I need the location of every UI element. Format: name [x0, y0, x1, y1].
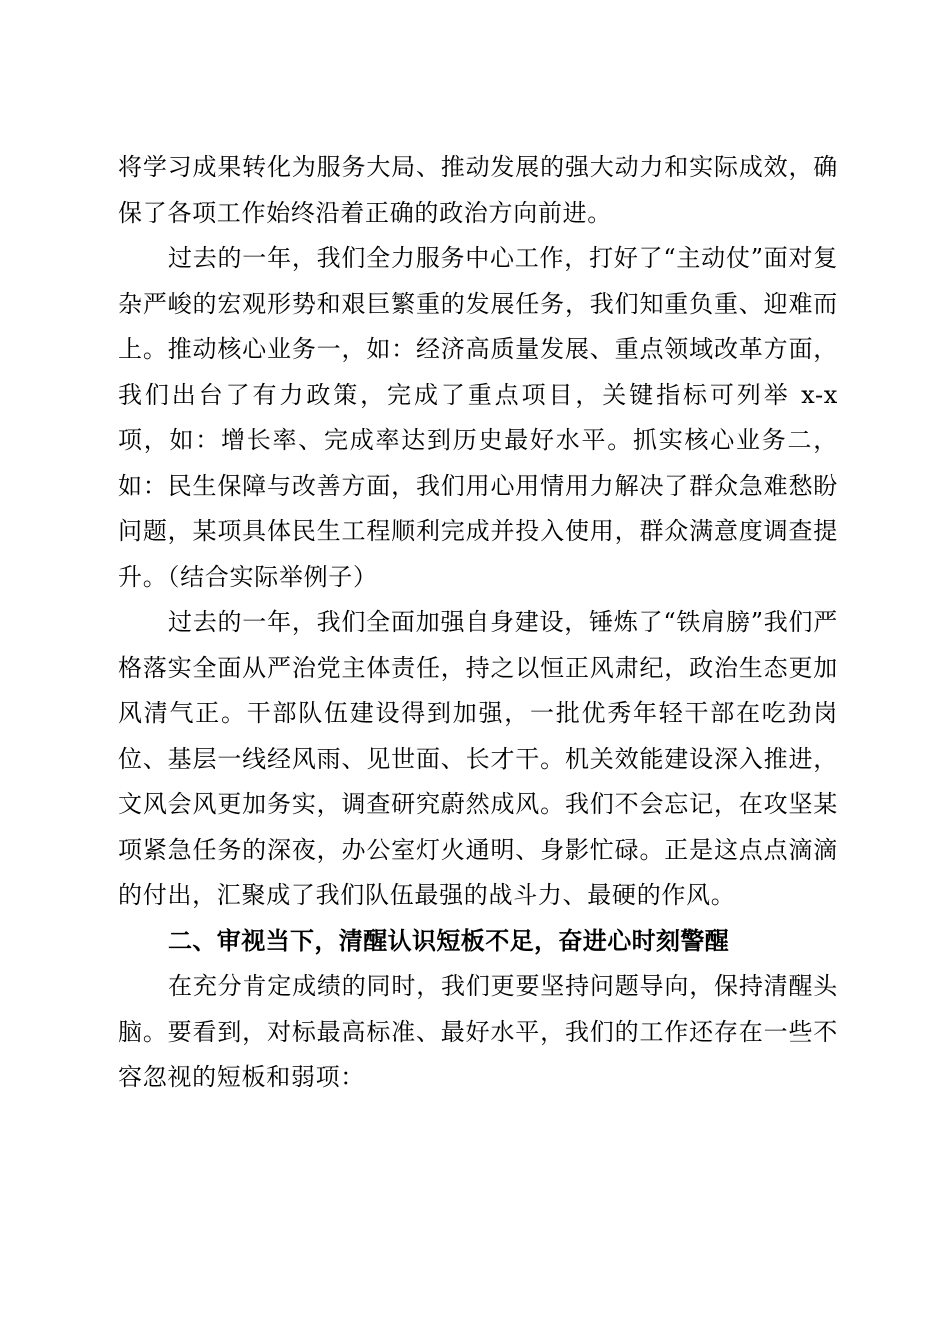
paragraph-self-building: 过去的一年，我们全面加强自身建设，锤炼了“铁肩膀”我们严格落实全面从严治党主体责任，持之以恒正风肃纪，政治生态更加风清气正。干部队伍建设得到加强，一批优秀年轻干部在吃劲岗位、基层一线经风雨、见世面、长才干。机关效能建设深入推进，文风会风更加务实，调查研究蔚然成风。我们不会忘记，在攻坚某项紧急任务的深夜，办公室灯火通明、身影忙碌。正是这点点滴滴的付出，汇聚成了我们队伍最强的战斗力、最硬的作风。	[118, 608, 838, 909]
document-body	[118, 145, 838, 1101]
paragraph-central-work: 过去的一年，我们全力服务中心工作，打好了“主动仗”面对复杂严峻的宏观形势和艰巨繁重的发展任务，我们知重负重、迎难而上。推动核心业务一，如：经济高质量发展、重点领域改革方面，我们出台了有力政策，完成了重点项目，关键指标可列举 x-x 项，如：增长率、完成率达到历史最好水平。抓实核心业务二，如：民生保障与改善方面，我们用心用情用力解决了群众急难愁盼问题，某项具体民生工程顺利完成并投入使用，群众满意度调查提升。（结合实际举例子）	[118, 244, 838, 591]
paragraph-continuation: 将学习成果转化为服务大局、推动发展的强大动力和实际成效，确保了各项工作始终沿着正确的政治方向前进。	[118, 153, 838, 227]
paragraph-shortcomings: 在充分肯定成绩的同时，我们更要坚持问题导向，保持清醒头脑。要看到，对标最高标准、最好水平，我们的工作还存在一些不容忽视的短板和弱项：	[118, 972, 838, 1091]
section-heading: 二、审视当下，清醒认识短板不足，奋进心时刻警醒	[168, 926, 730, 955]
